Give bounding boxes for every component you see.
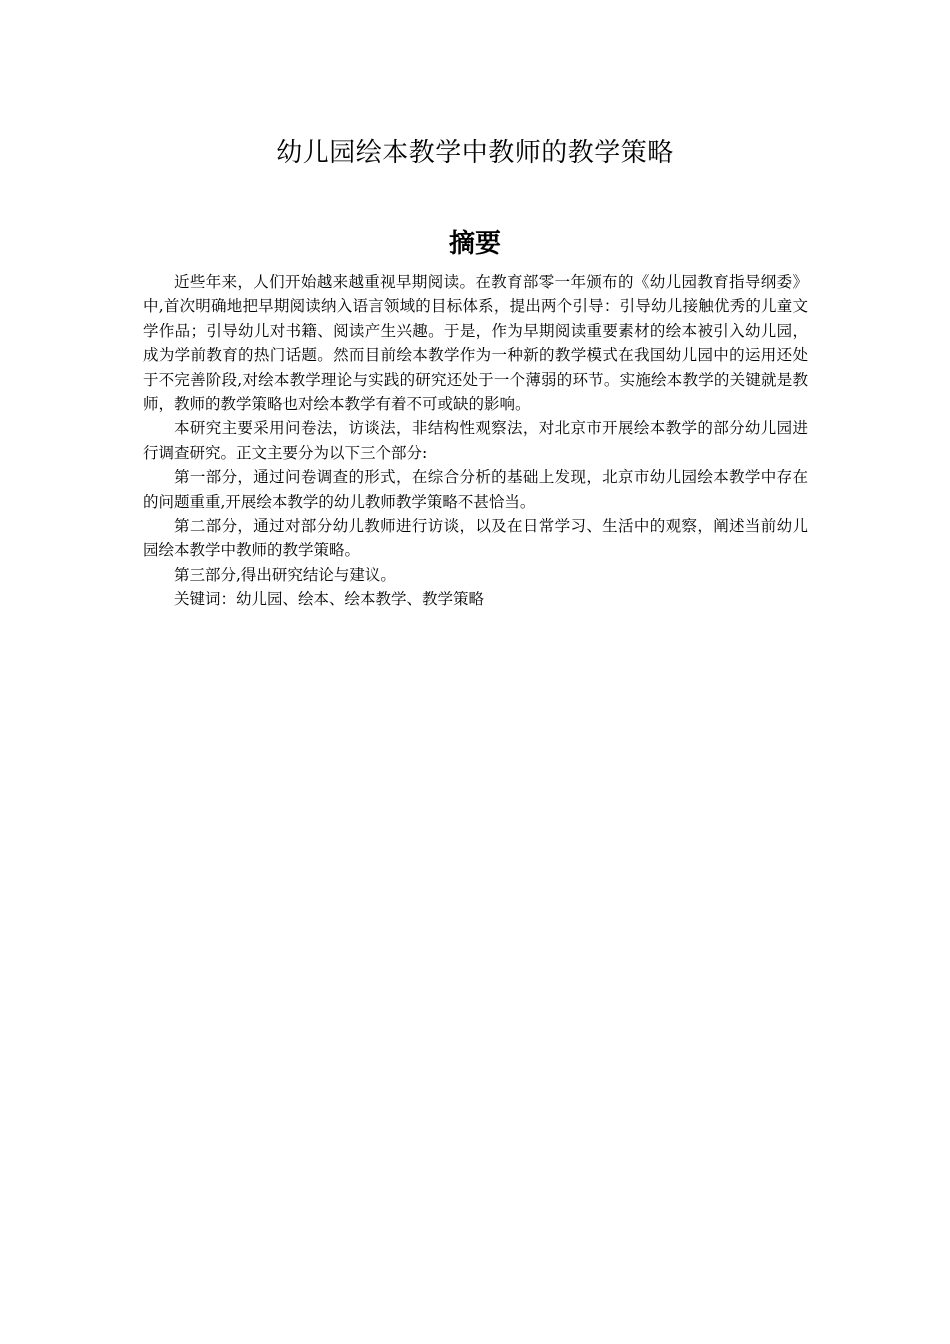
document-title: 幼儿园绘本教学中教师的教学策略 xyxy=(276,138,674,168)
abstract-paragraph-part-two: 第二部分，通过对部分幼儿教师进行访谈，以及在日常学习、生活中的观察，阐述当前幼儿园绘本教学中教师的教学策略。 xyxy=(143,517,808,560)
abstract-paragraph-intro: 近些年来，人们开始越来越重视早期阅读。在教育部零一年颁布的《幼儿园教育指导纲委》中,首次明确地把早期阅读纳入语言领域的目标体系，提出两个引导：引导幼儿接触优秀的儿童文学作品；引导幼儿对书籍、阅读产生兴趣。于是，作为早期阅读重要素材的绘本被引入幼儿园，成为学前教育的热门话题。然而目前绘本教学作为一种新的教学模式在我国幼儿园中的运用还处于不完善阶段,对绘本教学理论与实践的研究还处于一个薄弱的环节。实施绘本教学的关键就是教师，教师的教学策略也对绘本教学有着不可或缺的影响。 xyxy=(143,273,808,414)
abstract-paragraph-part-three: 第三部分,得出研究结论与建议。 xyxy=(174,565,396,584)
keywords-line: 关键词：幼儿园、绘本、绘本教学、教学策略 xyxy=(174,590,485,609)
abstract-body xyxy=(143,270,808,612)
abstract-paragraph-part-one: 第一部分，通过问卷调查的形式，在综合分析的基础上发现，北京市幼儿园绘本教学中存在的问题重重,开展绘本教学的幼儿教师教学策略不甚恰当。 xyxy=(143,468,808,511)
abstract-heading: 摘要 xyxy=(448,229,501,259)
abstract-paragraph-method: 本研究主要采用问卷法，访谈法，非结构性观察法，对北京市开展绘本教学的部分幼儿园进行调查研究。正文主要分为以下三个部分: xyxy=(143,419,808,462)
